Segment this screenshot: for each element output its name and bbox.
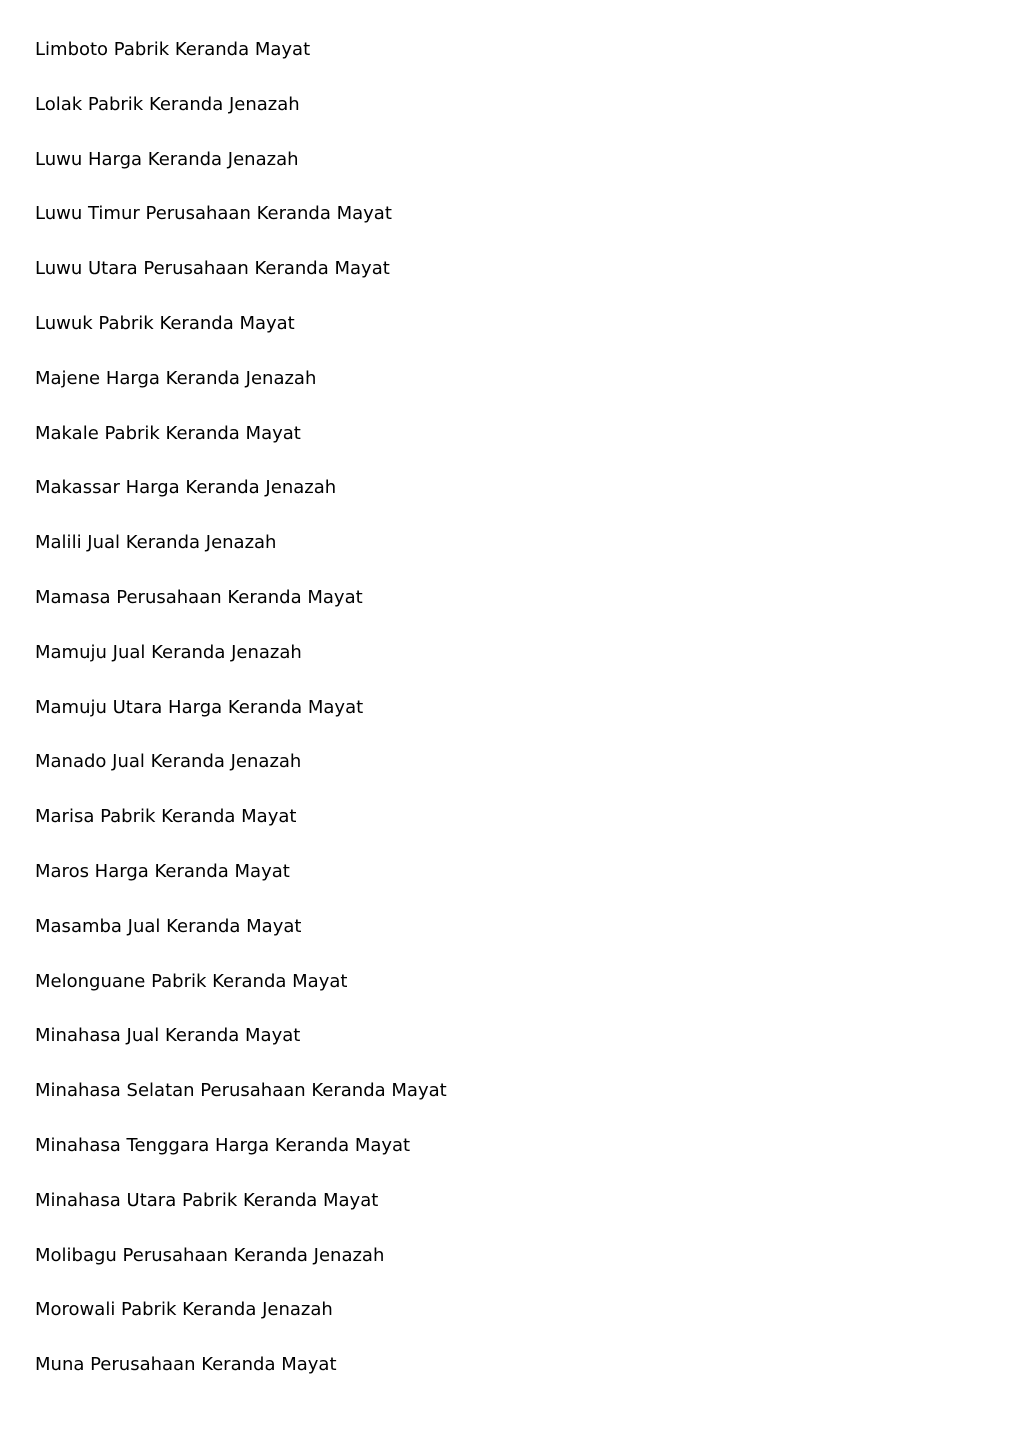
list-item: Minahasa Jual Keranda Mayat bbox=[35, 1025, 301, 1047]
list-item: Molibagu Perusahaan Keranda Jenazah bbox=[35, 1244, 385, 1266]
list-item: Mamuju Jual Keranda Jenazah bbox=[35, 641, 302, 663]
list-item: Lolak Pabrik Keranda Jenazah bbox=[35, 93, 300, 115]
list-item: Malili Jual Keranda Jenazah bbox=[35, 532, 277, 554]
keyword-list bbox=[35, 36, 447, 1406]
list-item: Mamuju Utara Harga Keranda Mayat bbox=[35, 696, 364, 718]
list-item: Makale Pabrik Keranda Mayat bbox=[35, 422, 301, 444]
list-item: Masamba Jual Keranda Mayat bbox=[35, 915, 302, 937]
list-item: Morowali Pabrik Keranda Jenazah bbox=[35, 1299, 333, 1321]
list-item: Majene Harga Keranda Jenazah bbox=[35, 367, 317, 389]
list-item: Melonguane Pabrik Keranda Mayat bbox=[35, 970, 348, 992]
list-item: Minahasa Tenggara Harga Keranda Mayat bbox=[35, 1134, 411, 1156]
list-item: Luwu Timur Perusahaan Keranda Mayat bbox=[35, 203, 392, 225]
list-item: Makassar Harga Keranda Jenazah bbox=[35, 477, 337, 499]
list-item: Luwu Harga Keranda Jenazah bbox=[35, 148, 299, 170]
list-item: Maros Harga Keranda Mayat bbox=[35, 860, 290, 882]
list-item: Minahasa Utara Pabrik Keranda Mayat bbox=[35, 1189, 379, 1211]
list-item: Manado Jual Keranda Jenazah bbox=[35, 751, 302, 773]
list-item: Luwu Utara Perusahaan Keranda Mayat bbox=[35, 258, 390, 280]
list-item: Marisa Pabrik Keranda Mayat bbox=[35, 806, 297, 828]
list-item: Limboto Pabrik Keranda Mayat bbox=[35, 39, 311, 60]
list-item: Luwuk Pabrik Keranda Mayat bbox=[35, 312, 295, 334]
list-item: Mamasa Perusahaan Keranda Mayat bbox=[35, 586, 363, 608]
list-item: Muna Perusahaan Keranda Mayat bbox=[35, 1354, 337, 1376]
list-item: Minahasa Selatan Perusahaan Keranda Mayat bbox=[35, 1080, 447, 1102]
